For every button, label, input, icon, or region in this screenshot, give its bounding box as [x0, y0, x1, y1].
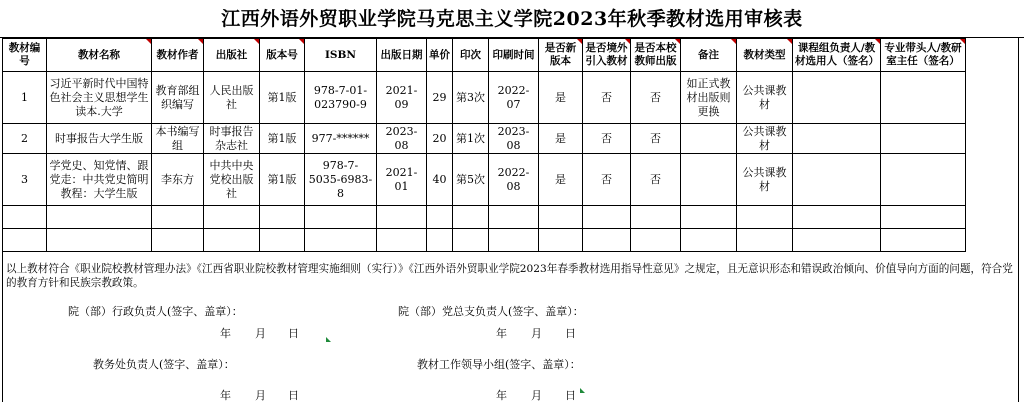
table-cell — [260, 229, 305, 252]
comment-marker-icon — [731, 39, 736, 44]
cell-marker-icon — [580, 388, 585, 393]
table-cell — [881, 229, 966, 252]
column-header — [793, 39, 881, 72]
table-cell — [681, 229, 737, 252]
textbook-table — [2, 38, 966, 252]
table-cell: 否 — [583, 72, 631, 124]
table-cell: 学党史、知党情、跟党走：中共党史简明教程：大学生版 — [47, 154, 152, 206]
table-cell — [539, 206, 583, 229]
party-branch-signature-label: 院（部）党总支负责人(签字、盖章）： — [398, 305, 584, 318]
table-cell — [377, 206, 427, 229]
table-cell: 公共课教材 — [737, 154, 793, 206]
comment-marker-icon — [960, 39, 965, 44]
column-header-label: 教材作者 — [156, 48, 199, 61]
table-cell: 978-7-5035-6983-8 — [305, 154, 377, 206]
column-header — [631, 39, 681, 72]
table-cell — [453, 229, 489, 252]
table-cell: 是 — [539, 124, 583, 154]
table-cell: 第1版 — [260, 154, 305, 206]
sheet-right-border — [1018, 38, 1019, 402]
column-header — [737, 39, 793, 72]
table-cell: 2021-01 — [377, 154, 427, 206]
column-header-label: 专业带头人/教研室主任（签名） — [884, 42, 962, 67]
date-day-label: 日 — [565, 389, 576, 402]
column-header-label: 教材名称 — [78, 48, 120, 61]
table-cell: 第1次 — [453, 124, 489, 154]
table-cell: 否 — [631, 124, 681, 154]
table-cell — [881, 206, 966, 229]
table-cell: 否 — [583, 154, 631, 206]
table-cell — [631, 206, 681, 229]
table-cell — [204, 229, 260, 252]
table-cell: 教育部组织编写 — [152, 72, 204, 124]
date-year-label: 年 — [496, 327, 507, 340]
table-cell: 人民出版社 — [204, 72, 260, 124]
column-header — [681, 39, 737, 72]
table-row — [3, 206, 966, 229]
column-header-label: 出版社 — [215, 48, 248, 61]
table-cell: 2023-08 — [489, 124, 539, 154]
date-year-label: 年 — [220, 389, 231, 402]
comment-marker-icon — [625, 39, 630, 44]
comment-marker-icon — [577, 39, 582, 44]
table-cell: 时事报告大学生版 — [47, 124, 152, 154]
column-header-label: 是否新版本 — [544, 42, 577, 67]
table-cell — [737, 206, 793, 229]
table-cell: 第3次 — [453, 72, 489, 124]
table-cell: 第1版 — [260, 72, 305, 124]
table-cell — [377, 229, 427, 252]
table-cell: 20 — [427, 124, 453, 154]
date-month-label: 月 — [255, 327, 266, 340]
table-cell: 否 — [631, 72, 681, 124]
sheet-title: 江西外语外贸职业学院马克思主义学院2023年秋季教材选用审核表 — [0, 0, 1024, 38]
table-cell: 29 — [427, 72, 453, 124]
dept-admin-signature-label: 院（部）行政负责人(签字、盖章）： — [68, 305, 243, 318]
table-cell — [3, 229, 47, 252]
column-header-label: 教材类型 — [743, 48, 786, 61]
date-day-label: 日 — [288, 389, 299, 402]
table-cell — [681, 124, 737, 154]
table-row — [3, 72, 966, 124]
column-header — [453, 39, 489, 72]
column-header-label: 是否本校教师出版 — [634, 42, 677, 67]
table-cell — [152, 206, 204, 229]
table-row — [3, 229, 966, 252]
table-cell — [793, 124, 881, 154]
column-header — [377, 39, 427, 72]
column-header — [305, 39, 377, 72]
date-month-label: 月 — [531, 389, 542, 402]
table-cell — [305, 206, 377, 229]
table-cell: 2021-09 — [377, 72, 427, 124]
table-cell: 如正式教材出版则更换 — [681, 72, 737, 124]
table-cell: 中共中央党校出版社 — [204, 154, 260, 206]
table-cell — [47, 206, 152, 229]
table-cell — [427, 229, 453, 252]
date-month-label: 月 — [531, 327, 542, 340]
comment-marker-icon — [875, 39, 880, 44]
table-cell — [260, 206, 305, 229]
table-cell: 本书编写组 — [152, 124, 204, 154]
table-cell: 是 — [539, 72, 583, 124]
column-header — [583, 39, 631, 72]
column-header-label: 印刷时间 — [492, 48, 535, 61]
table-cell — [681, 154, 737, 206]
column-header-label: 课程组负责人/教材选用人（签名） — [795, 42, 879, 67]
table-cell — [793, 154, 881, 206]
date-year-label: 年 — [220, 327, 231, 340]
date-day-label: 日 — [565, 327, 576, 340]
table-cell — [793, 229, 881, 252]
table-row — [3, 154, 966, 206]
column-header-label: 出版日期 — [380, 48, 423, 61]
table-cell — [793, 72, 881, 124]
table-cell: 习近平新时代中国特色社会主义思想学生读本.大学 — [47, 72, 152, 124]
table-cell: 时事报告杂志社 — [204, 124, 260, 154]
table-row — [3, 124, 966, 154]
table-cell: 2023-08 — [377, 124, 427, 154]
table-cell: 2022-07 — [489, 72, 539, 124]
table-cell — [583, 206, 631, 229]
table-cell — [881, 124, 966, 154]
table-cell — [152, 229, 204, 252]
table-cell: 3 — [3, 154, 47, 206]
table-cell — [489, 229, 539, 252]
table-cell — [204, 206, 260, 229]
table-body — [3, 72, 966, 252]
table-cell — [305, 229, 377, 252]
table-cell — [737, 229, 793, 252]
table-cell: 1 — [3, 72, 47, 124]
comment-marker-icon — [787, 39, 792, 44]
comment-marker-icon — [146, 39, 151, 44]
column-header-label: 教材编号 — [8, 42, 41, 67]
column-header-label: ISBN — [325, 48, 356, 61]
table-cell: 977-****** — [305, 124, 377, 154]
table-cell — [427, 206, 453, 229]
column-header — [47, 39, 152, 72]
comment-marker-icon — [675, 39, 680, 44]
compliance-note: 以上教材符合《职业院校教材管理办法》《江西省职业院校教材管理实施细则（实行）》《江西外语外贸职业学院2023年春季教材选用指导性意见》之规定，且无意识形态和错误政治倾向、价值导向方面的问题，符合党的教育方针和民族宗教政策。 — [6, 263, 1013, 289]
table-cell — [583, 229, 631, 252]
table-cell — [681, 206, 737, 229]
date-day-label: 日 — [288, 327, 299, 340]
comment-marker-icon — [254, 39, 259, 44]
table-cell: 2 — [3, 124, 47, 154]
table-cell: 第1版 — [260, 124, 305, 154]
column-header-label: 单价 — [429, 48, 450, 61]
academic-office-signature-label: 教务处负责人(签字、盖章）： — [93, 358, 235, 371]
column-header — [204, 39, 260, 72]
date-month-label: 月 — [255, 389, 266, 402]
table-cell: 978-7-01-023790-9 — [305, 72, 377, 124]
table-cell — [489, 206, 539, 229]
table-cell: 公共课教材 — [737, 124, 793, 154]
table-cell: 否 — [631, 154, 681, 206]
column-header — [881, 39, 966, 72]
table-cell — [631, 229, 681, 252]
table-cell — [3, 206, 47, 229]
cell-marker-icon — [326, 337, 331, 342]
comment-marker-icon — [198, 39, 203, 44]
textbook-group-signature-label: 教材工作领导小组(签字、盖章）： — [417, 358, 581, 371]
column-header — [489, 39, 539, 72]
table-cell — [881, 154, 966, 206]
column-header-label: 版本号 — [266, 48, 298, 61]
column-header-label: 印次 — [460, 48, 481, 61]
table-cell: 2022-08 — [489, 154, 539, 206]
table-cell: 是 — [539, 154, 583, 206]
table-cell — [793, 206, 881, 229]
column-header — [260, 39, 305, 72]
table-cell — [453, 206, 489, 229]
column-header — [3, 39, 47, 72]
table-cell — [881, 72, 966, 124]
table-cell: 否 — [583, 124, 631, 154]
header-row — [3, 39, 966, 72]
date-year-label: 年 — [496, 389, 507, 402]
table-cell — [539, 229, 583, 252]
table-cell — [47, 229, 152, 252]
table-cell: 第5次 — [453, 154, 489, 206]
column-header — [152, 39, 204, 72]
column-header — [539, 39, 583, 72]
column-header-label: 是否境外引入教材 — [585, 42, 628, 67]
table-cell: 李东方 — [152, 154, 204, 206]
comment-marker-icon — [299, 39, 304, 44]
table-cell: 40 — [427, 154, 453, 206]
column-header-label: 备注 — [698, 48, 719, 61]
table-cell: 公共课教材 — [737, 72, 793, 124]
column-header — [427, 39, 453, 72]
